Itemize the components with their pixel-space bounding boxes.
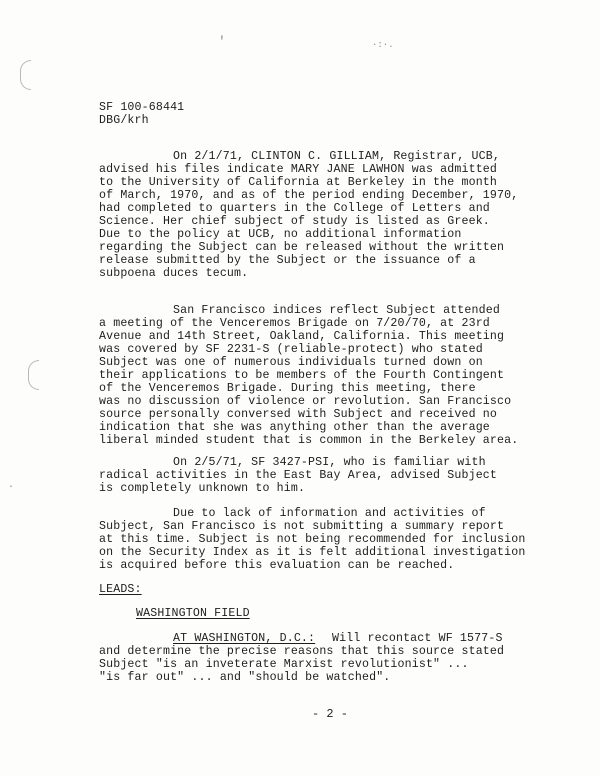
paragraph-line: San Francisco indices reflect Subject attended: [173, 304, 500, 317]
paragraph-line: is acquired before this evaluation can be reached.: [99, 559, 455, 572]
paragraph-line: Avenue and 14th Street, Oakland, California. This meeting: [99, 330, 505, 343]
paragraph-line: indication that she was anything other than the average: [99, 421, 490, 434]
lead-line: Subject "is an inveterate Marxist revolutionist" ...: [99, 658, 469, 671]
lead-line: Will recontact WF 1577-S: [332, 632, 503, 645]
paragraph-line: was no discussion of violence or revolution. San Francisco: [99, 395, 512, 408]
paragraph-line: is completely unknown to him.: [99, 482, 306, 495]
paragraph-line: Due to the policy at UCB, no additional information: [99, 228, 462, 241]
file-number: SF 100-68441: [99, 101, 185, 114]
paragraph-line: had completed to quarters in the College of Letters and: [99, 202, 490, 215]
page-number: - 2 -: [312, 707, 349, 721]
paragraph-line: release submitted by the Subject or the issuance of a: [99, 254, 476, 267]
lead-location: AT WASHINGTON, D.C.:: [173, 632, 316, 645]
paragraph-line: liberal minded student that is common in the Berkeley area.: [99, 434, 519, 447]
punch-hole-top: [20, 60, 31, 90]
paragraph-line: was covered by SF 2231-S (reliable-protect) who stated: [99, 343, 483, 356]
leads-heading: LEADS:: [99, 583, 142, 596]
paragraph-line: regarding the Subject can be released without the written: [99, 241, 505, 254]
paragraph-line: on the Security Index as it is felt additional investigation: [99, 546, 526, 559]
lead-line: "is far out" ... and "should be watched".: [99, 671, 391, 684]
paragraph-line: On 2/1/71, CLINTON C. GILLIAM, Registrar, UCB,: [173, 150, 500, 163]
paragraph-line: subpoena duces tecum.: [99, 267, 249, 280]
paragraph-line: at this time. Subject is not being recommended for inclusion: [99, 533, 526, 546]
paragraph-line: their applications to be members of the Fourth Contingent: [99, 369, 505, 382]
paragraph-line: a meeting of the Venceremos Brigade on 7/20/70, at 23rd: [99, 317, 490, 330]
paragraph-line: source personally conversed with Subject and received no: [99, 408, 498, 421]
dictation-initials: DBG/krh: [99, 114, 149, 127]
lead-line: and determine the precise reasons that this source stated: [99, 645, 505, 658]
punch-hole-middle: [28, 360, 39, 390]
paragraph-line: Science. Her chief subject of study is listed as Greek.: [99, 215, 490, 228]
scan-speck: ·: [8, 482, 15, 493]
paragraph-line: radical activities in the East Bay Area, advised Subject: [99, 469, 498, 482]
paragraph-line: advised his files indicate MARY JANE LAWHON was admitted: [99, 163, 498, 176]
scan-speck: ': [218, 34, 226, 49]
paragraph-line: Subject was one of numerous individuals turned down on: [99, 356, 483, 369]
paragraph-line: to the University of California at Berkeley in the month: [99, 176, 498, 189]
paragraph-line: Subject, San Francisco is not submitting a summary report: [99, 520, 505, 533]
paragraph-line: On 2/5/71, SF 3427-PSI, who is familiar with: [173, 456, 486, 469]
paragraph-line: Due to lack of information and activities of: [173, 507, 486, 520]
scan-speck: ·:·.: [372, 40, 394, 50]
paragraph-line: of the Venceremos Brigade. During this meeting, there: [99, 382, 476, 395]
paragraph-line: of March, 1970, and as of the period ending December, 1970,: [99, 189, 519, 202]
field-office-heading: WASHINGTON FIELD: [136, 607, 250, 620]
